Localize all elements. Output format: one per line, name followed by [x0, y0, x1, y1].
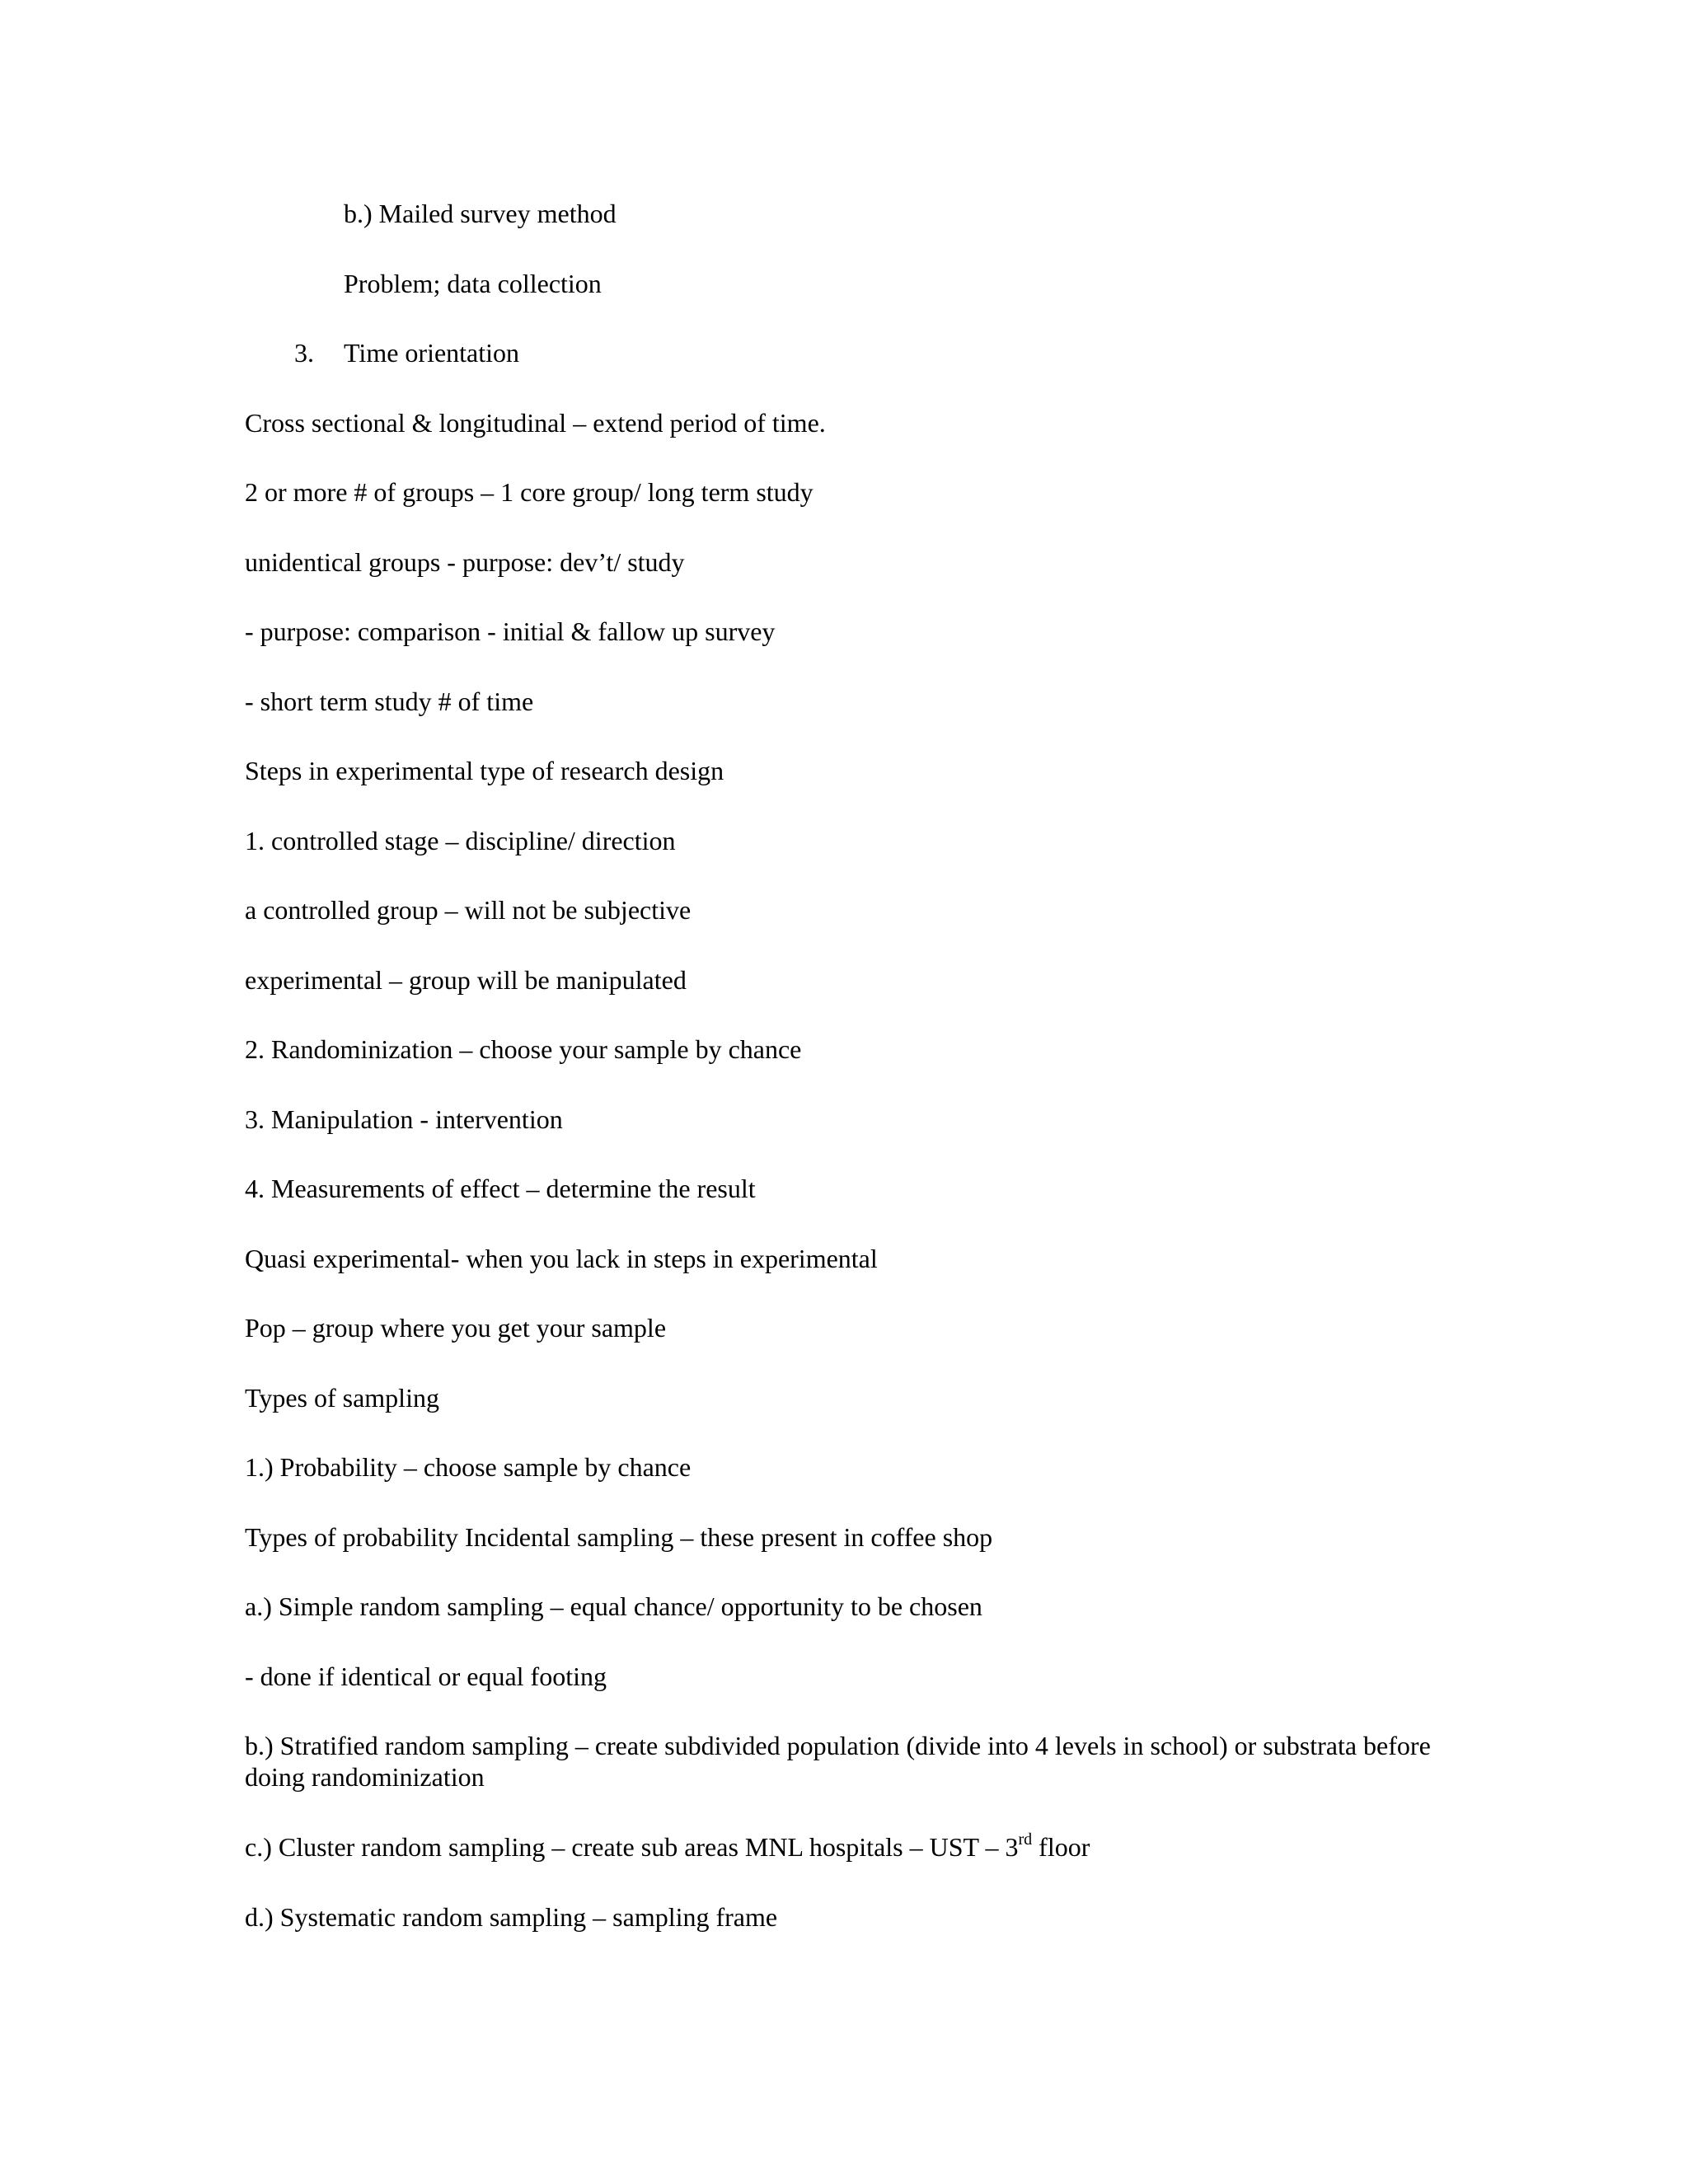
text-line: - purpose: comparison - initial & fallow up survey: [245, 616, 776, 646]
text-line: - short term study # of time: [245, 687, 534, 716]
text-line: - done if identical or equal footing: [245, 1661, 607, 1691]
text-line: b.) Mailed survey method: [344, 199, 617, 228]
superscript: rd: [1018, 1830, 1033, 1849]
text-line: a controlled group – will not be subjective: [245, 895, 692, 925]
text-line: 3. Manipulation - intervention: [245, 1104, 563, 1134]
text-line: Cross sectional & longitudinal – extend period of time.: [245, 408, 826, 438]
list-item-text: Time orientation: [344, 338, 520, 368]
text-paragraph: b.) Stratified random sampling – create subdivided population (divide into 4 levels in school) or substrata before doing randominization: [245, 1731, 1431, 1792]
text-line: unidentical groups - purpose: dev’t/ study: [245, 547, 685, 577]
text-line: 2. Randominization – choose your sample by chance: [245, 1034, 802, 1064]
text-line: 4. Measurements of effect – determine the result: [245, 1174, 756, 1203]
text-line: Quasi experimental- when you lack in steps in experimental: [245, 1244, 878, 1273]
text-line: a.) Simple random sampling – equal chance/ opportunity to be chosen: [245, 1591, 982, 1621]
text-line: experimental – group will be manipulated: [245, 965, 687, 995]
text-line: 1. controlled stage – discipline/ direction: [245, 826, 676, 855]
text-line: d.) Systematic random sampling – sampling frame: [245, 1902, 778, 1932]
text-line: Problem; data collection: [344, 269, 602, 298]
text-segment: c.) Cluster random sampling – create sub areas MNL hospitals – UST – 3: [245, 1832, 1019, 1862]
text-line: 2 or more # of groups – 1 core group/ long term study: [245, 477, 814, 507]
text-line: Pop – group where you get your sample: [245, 1313, 667, 1343]
text-line: 1.) Probability – choose sample by chance: [245, 1452, 692, 1482]
list-number: 3.: [294, 338, 314, 368]
text-line: Steps in experimental type of research design: [245, 756, 724, 785]
text-segment: floor: [1032, 1832, 1090, 1862]
text-line: Types of sampling: [245, 1383, 439, 1413]
text-line: Types of probability Incidental sampling – these present in coffee shop: [245, 1522, 993, 1552]
text-line: [245, 1831, 1090, 1863]
